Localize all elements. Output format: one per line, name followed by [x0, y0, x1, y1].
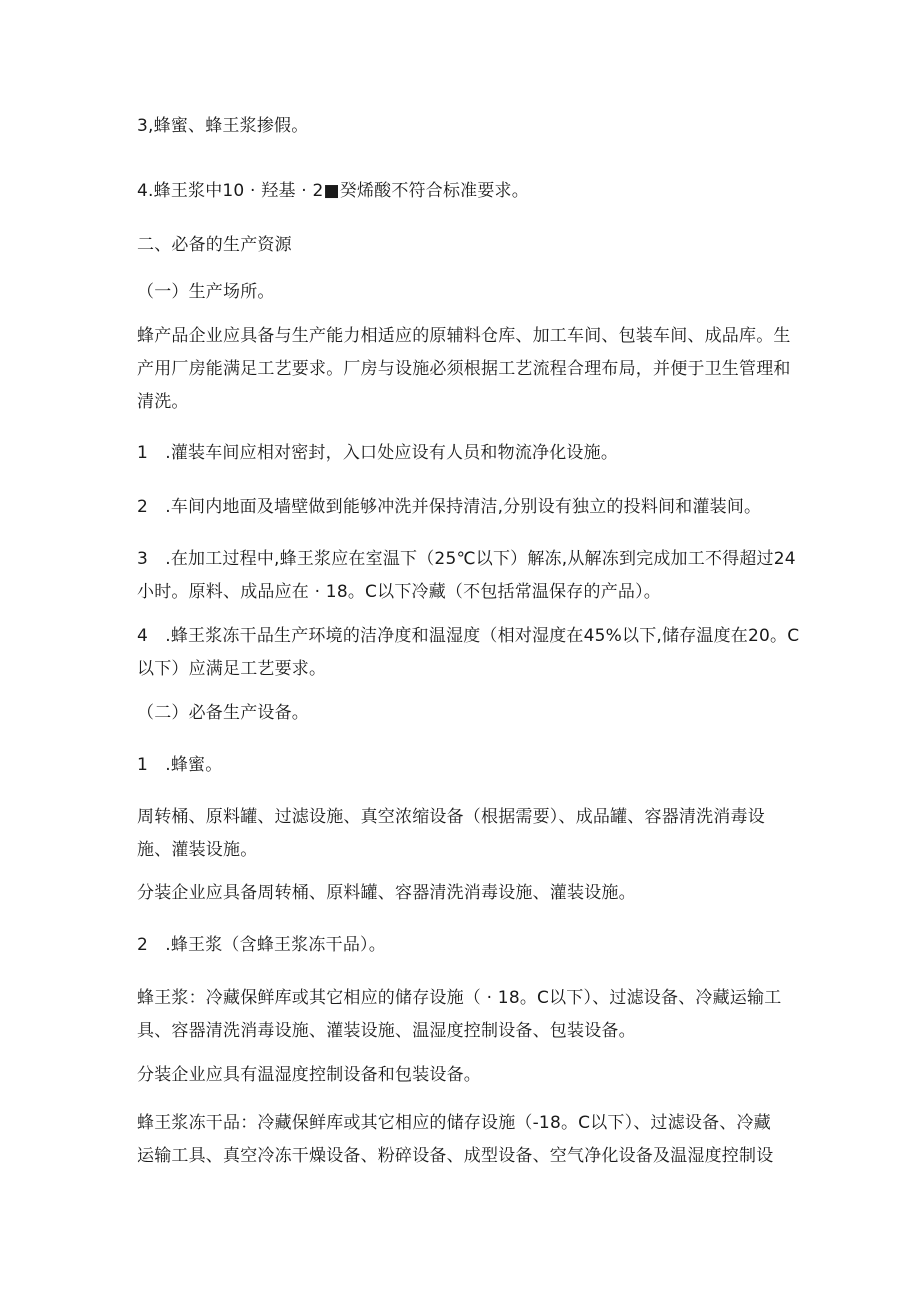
text-line: 3,蜂蜜、蜂王浆掺假。: [137, 116, 309, 136]
text-line: 二、必备的生产资源: [137, 235, 292, 255]
text-line: 蜂王浆冻干品：冷藏保鲜库或其它相应的储存设施（-18。C以下）、过滤设备、冷藏: [137, 1113, 771, 1133]
list-item-3-processing: [137, 543, 797, 609]
list-item-1-honey: [137, 749, 797, 782]
text-line: 施、灌装设施。: [137, 840, 258, 860]
list-item-1-filling-workshop: [137, 437, 797, 470]
paragraph-royal-jelly-repackaging: [137, 1059, 797, 1092]
paragraph-honey-equipment: [137, 801, 797, 867]
text-line: 蜂王浆：冷藏保鲜库或其它相应的储存设施（ · 18。C以下）、过滤设备、冷藏运输工: [137, 988, 782, 1008]
text-line: （一）生产场所。: [137, 282, 275, 302]
paragraph-royal-jelly-equipment: [137, 982, 797, 1048]
text-line: 4.蜂王浆中10 · 羟基 · 2■癸烯酸不符合标准要求。: [137, 181, 529, 201]
text-line: 1 .蜂蜜。: [137, 755, 223, 775]
text-line: 分装企业应具备周转桶、原料罐、容器清洗消毒设施、灌装设施。: [137, 883, 636, 903]
paragraph-facility-requirements: [137, 320, 797, 419]
text-line: 1 .灌装车间应相对密封，入口处应设有人员和物流净化设施。: [137, 443, 619, 463]
text-line: 运输工具、真空冷冻干燥设备、粉碎设备、成型设备、空气净化设备及温湿度控制设: [137, 1146, 774, 1166]
text-line: 2 .车间内地面及墙壁做到能够冲洗并保持清洁,分别设有独立的投料间和灌装间。: [137, 497, 762, 517]
text-line: 蜂产品企业应具备与生产能力相适应的原辅料仓库、加工车间、包装车间、成品库。生: [137, 326, 791, 346]
section-heading-production-resources: [137, 229, 797, 262]
text-line: 具、容器清洗消毒设施、灌装设施、温湿度控制设备、包装设备。: [137, 1021, 636, 1041]
text-line: 3 .在加工过程中,蜂王浆应在室温下（25℃以下）解冻,从解冻到完成加工不得超过24: [137, 549, 796, 569]
paragraph-adulteration: [137, 110, 797, 143]
text-line: 分装企业应具有温湿度控制设备和包装设备。: [137, 1065, 481, 1085]
list-item-2-royal-jelly: [137, 929, 797, 962]
list-item-2-workshop-floor: [137, 491, 797, 524]
text-line: 周转桶、原料罐、过滤设施、真空浓缩设备（根据需要）、成品罐、容器清洗消毒设: [137, 807, 765, 827]
text-line: 4 .蜂王浆冻干品生产环境的洁净度和温湿度（相对湿度在45%以下,储存温度在20。C: [137, 626, 800, 646]
text-line: 清洗。: [137, 392, 189, 412]
text-line: 2 .蜂王浆（含蜂王浆冻干品）。: [137, 935, 386, 955]
subsection-heading-equipment: [137, 697, 797, 730]
text-line: 产用厂房能满足工艺要求。厂房与设施必须根据工艺流程合理布局，并便于卫生管理和: [137, 359, 791, 379]
text-line: （二）必备生产设备。: [137, 703, 309, 723]
subsection-heading-production-site: [137, 276, 797, 309]
text-line: 小时。原料、成品应在 · 18。C以下冷藏（不包括常温保存的产品）。: [137, 582, 662, 602]
paragraph-royal-jelly-standard: [137, 175, 797, 208]
text-line: 以下）应满足工艺要求。: [137, 659, 327, 679]
paragraph-honey-repackaging: [137, 877, 797, 910]
list-item-4-freeze-dried-environment: [137, 620, 800, 686]
paragraph-freeze-dried-equipment: [137, 1107, 797, 1173]
